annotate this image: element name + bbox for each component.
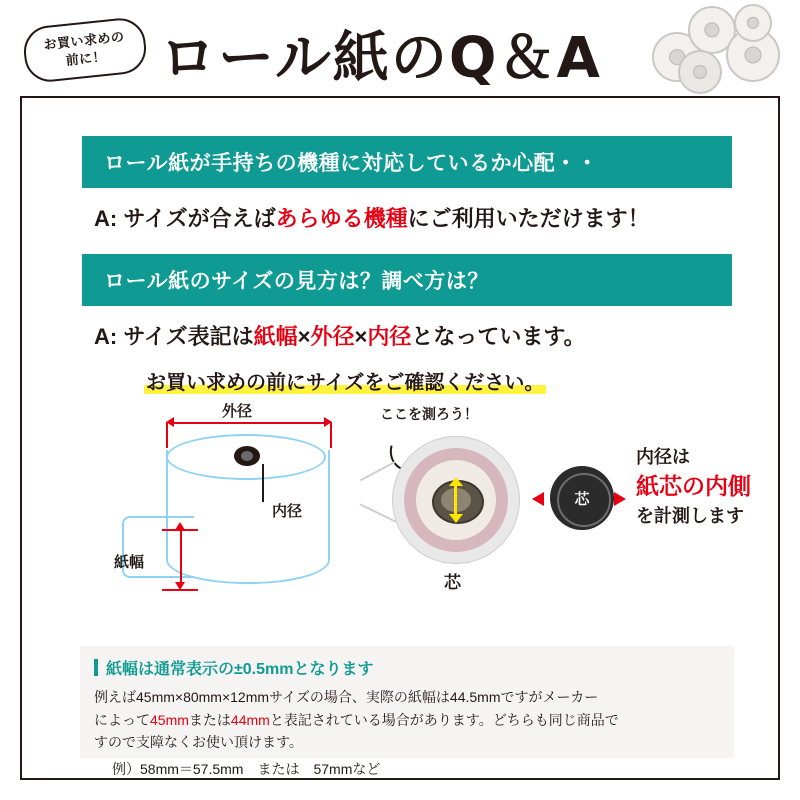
core-photo [392,436,520,564]
question-bar-2: ロール紙のサイズの見方は？調べ方は？ [82,254,732,306]
size-check-notice-text: お買い求めの前にサイズをご確認ください。 [146,372,545,394]
question-bar-1: ロール紙が手持ちの機種に対応しているか心配・・ [82,136,732,188]
paper-width-tick-bottom [162,589,198,591]
inner-diameter-explanation-line3: を計測します [636,506,744,527]
inner-diameter-explanation [636,444,800,530]
inner-diameter-leader [262,464,264,502]
core-icon-label: 芯 [574,490,590,508]
badge-line-1: お買い求めの [42,29,126,53]
answer-2-suffix: となっています。 [411,324,586,349]
tolerance-note-box [80,646,734,778]
roll-diagram [142,434,348,594]
page-header [0,0,800,92]
answer-2-part-outer: 外径 [310,324,355,349]
photo-measure-arrow-up [449,477,463,486]
page-title: ロール紙のQ＆A [160,26,602,91]
answer-1 [94,202,650,233]
answer-1-highlight: あらゆる機種 [275,206,408,231]
label-inner-diameter: 内径 [272,503,303,520]
inner-diameter-explanation-line1: 内径は [636,447,690,467]
inner-diameter-explanation-line2: 紙芯の内側 [636,473,751,500]
zoom-cone-line-bottom [360,503,397,522]
outer-diameter-tick-left [166,422,168,448]
roll-shape [678,50,722,94]
paper-width-tick-top [162,529,198,531]
tolerance-note-example: 例）58mm＝57.5mm または 57mmなど [112,761,381,778]
size-diagram [62,403,762,628]
measure-here-callout: ここを測ろう！ [380,406,478,422]
size-check-notice [144,366,546,395]
tolerance-note-line2-post: と表記されている場合があります。どちらも同じ商品で [269,711,619,728]
outer-diameter-tick-right [330,422,332,448]
tolerance-note-line2-mid: または [188,711,231,728]
tolerance-note-red-1: 45mm [150,711,189,728]
pre-purchase-badge [21,16,148,84]
outer-diameter-arrow-line [174,422,324,424]
badge-line-2: 前に！ [64,48,107,69]
tolerance-note-red-2: 44mm [230,711,270,728]
heading-bar-icon [94,659,98,676]
tolerance-note-line1: 例えば45mm×80mm×12mmサイズの場合、実際の紙幅は44.5mmですがメーカー [94,689,599,705]
answer-2-part-inner: 内径 [367,324,412,349]
tolerance-note-line3: すので支障なくお使い頂けます。 [94,734,303,751]
roll-core-hole [241,451,253,461]
tolerance-note-body [94,686,720,754]
roll-shape [734,4,772,42]
zoom-cone-line-top [360,461,396,482]
answer-2-sep-1: × [297,324,311,349]
answer-1-suffix: にご利用いただけます！ [407,206,650,231]
photo-measure-arrow-down [449,514,463,523]
core-icon-ring [557,473,611,527]
answer-1-prefix: A: サイズが合えば [94,206,276,231]
tolerance-note-heading [94,656,720,679]
label-paper-width: 紙幅 [114,554,145,571]
photo-measure-arrow [454,484,457,516]
tolerance-note-heading-text: 紙幅は通常表示の±0.5mmとなります [106,661,374,678]
answer-2-prefix: A: サイズ表記は [94,324,254,349]
content-frame [20,96,780,780]
answer-2-part-width: 紙幅 [253,324,298,349]
core-icon [550,466,614,530]
core-icon-arrow-right [614,492,626,506]
tolerance-note-line2-pre: によって [94,711,150,728]
label-outer-diameter: 外径 [222,403,253,420]
answer-2 [94,320,586,351]
answer-2-sep-2: × [354,324,368,349]
photo-caption: 芯 [444,573,461,592]
paper-width-arrow-line [180,530,182,582]
paper-rolls-icon [648,2,788,90]
core-icon-arrow-left [532,492,544,506]
